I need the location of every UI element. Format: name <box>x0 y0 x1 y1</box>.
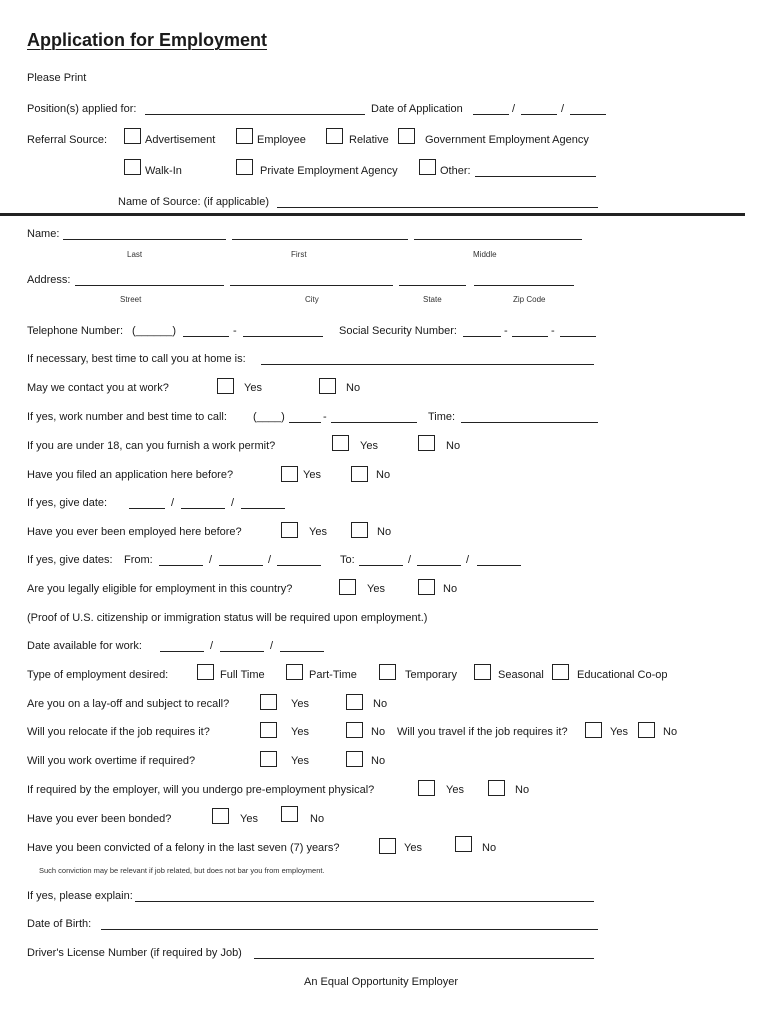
no-label: No <box>376 469 391 481</box>
option-label: Walk-In <box>145 165 182 177</box>
checkbox-employed-yes[interactable] <box>281 522 298 538</box>
first-name-field[interactable] <box>232 239 408 240</box>
checkbox-bonded-yes[interactable] <box>212 808 229 824</box>
slash: / <box>210 640 214 652</box>
checkbox-travel-no[interactable] <box>638 722 655 738</box>
street-caption: Street <box>120 295 142 304</box>
city-caption: City <box>305 295 319 304</box>
phone-prefix-field[interactable] <box>183 336 229 337</box>
no-label: No <box>663 726 678 738</box>
first-caption: First <box>291 250 307 259</box>
checkbox-other[interactable] <box>419 159 436 175</box>
checkbox-travel-yes[interactable] <box>585 722 602 738</box>
yes-label: Yes <box>360 440 378 452</box>
dob-label: Date of Birth: <box>27 918 92 930</box>
checkbox-contact-yes[interactable] <box>217 378 234 394</box>
please-print-note: Please Print <box>27 72 87 84</box>
checkbox-relocate-yes[interactable] <box>260 722 277 738</box>
license-label: Driver's License Number (if required by Job) <box>27 947 242 959</box>
state-field[interactable] <box>399 285 466 286</box>
slash: / <box>512 103 516 115</box>
no-label: No <box>515 784 530 796</box>
to-year-field[interactable] <box>477 565 521 566</box>
no-label: No <box>371 755 386 767</box>
app-day-field[interactable] <box>521 114 557 115</box>
best-time-home-label: If necessary, best time to call you at home is: <box>27 353 246 365</box>
checkbox-eligible-yes[interactable] <box>339 579 356 595</box>
to-day-field[interactable] <box>417 565 461 566</box>
checkbox-physical-yes[interactable] <box>418 780 435 796</box>
yes-label: Yes <box>303 469 321 481</box>
checkbox-eligible-no[interactable] <box>418 579 435 595</box>
option-label: Private Employment Agency <box>260 165 398 177</box>
checkbox-part-time[interactable] <box>286 664 303 680</box>
give-date-label: If yes, give date: <box>27 497 108 509</box>
checkbox-employee[interactable] <box>236 128 253 144</box>
checkbox-physical-no[interactable] <box>488 780 505 796</box>
yes-label: Yes <box>309 526 327 538</box>
relocate-label: Will you relocate if the job requires it? <box>27 726 210 738</box>
explain-label: If yes, please explain: <box>27 890 133 902</box>
no-label: No <box>310 813 325 825</box>
employed-before-label: Have you ever been employed here before? <box>27 526 242 538</box>
option-label: Relative <box>349 134 389 146</box>
address-label: Address: <box>27 274 71 286</box>
from-day-field[interactable] <box>219 565 263 566</box>
felony-label: Have you been convicted of a felony in the last seven (7) years? <box>27 842 340 854</box>
yes-label: Yes <box>367 583 385 595</box>
ssn-label: Social Security Number: <box>339 325 457 337</box>
app-month-field[interactable] <box>473 114 509 115</box>
yes-label: Yes <box>291 726 309 738</box>
type-employment-label: Type of employment desired: <box>27 669 169 681</box>
zip-field[interactable] <box>474 285 574 286</box>
state-caption: State <box>423 295 442 304</box>
proof-note: (Proof of U.S. citizenship or immigration status will be required upon employment.) <box>27 612 428 624</box>
option-label: Temporary <box>405 669 457 681</box>
avail-month-field[interactable] <box>160 651 204 652</box>
dash: - <box>233 325 237 337</box>
slash: / <box>231 497 235 509</box>
ssn-part2-field[interactable] <box>512 336 548 337</box>
slash: / <box>270 640 274 652</box>
yes-label: Yes <box>244 382 262 394</box>
slash: / <box>171 497 175 509</box>
source-name-field[interactable] <box>277 207 598 208</box>
filed-month-field[interactable] <box>129 508 165 509</box>
zip-caption: Zip Code <box>513 295 546 304</box>
yes-label: Yes <box>404 842 422 854</box>
filed-year-field[interactable] <box>241 508 285 509</box>
work-area-code-field[interactable]: (____) <box>253 411 285 423</box>
date-of-application-label: Date of Application <box>371 103 463 115</box>
checkbox-layoff-yes[interactable] <box>260 694 277 710</box>
checkbox-bonded-no[interactable] <box>281 806 298 822</box>
no-label: No <box>377 526 392 538</box>
no-label: No <box>482 842 497 854</box>
layoff-label: Are you on a lay-off and subject to recall? <box>27 698 230 710</box>
yes-label: Yes <box>291 698 309 710</box>
to-label: To: <box>340 554 355 566</box>
date-available-label: Date available for work: <box>27 640 142 652</box>
physical-label: If required by the employer, will you undergo pre-employment physical? <box>27 784 375 796</box>
option-label: Employee <box>257 134 306 146</box>
last-name-field[interactable] <box>63 239 226 240</box>
checkbox-felony-yes[interactable] <box>379 838 396 854</box>
filed-day-field[interactable] <box>181 508 225 509</box>
no-label: No <box>373 698 388 710</box>
no-label: No <box>446 440 461 452</box>
best-time-home-field[interactable] <box>261 364 594 365</box>
checkbox-filed-yes[interactable] <box>281 466 298 482</box>
yes-label: Yes <box>240 813 258 825</box>
checkbox-temporary[interactable] <box>379 664 396 680</box>
option-label: Government Employment Agency <box>425 134 589 146</box>
slash: / <box>408 554 412 566</box>
time-label: Time: <box>428 411 456 423</box>
eligible-label: Are you legally eligible for employment in this country? <box>27 583 293 595</box>
phone-line-field[interactable] <box>243 336 323 337</box>
app-year-field[interactable] <box>570 114 606 115</box>
from-label: From: <box>124 554 153 566</box>
no-label: No <box>346 382 361 394</box>
under18-label: If you are under 18, can you furnish a work permit? <box>27 440 276 452</box>
position-field[interactable] <box>145 114 365 115</box>
form-title: Application for Employment <box>27 30 268 50</box>
position-label: Position(s) applied for: <box>27 103 137 115</box>
work-number-label: If yes, work number and best time to call: <box>27 411 227 423</box>
to-month-field[interactable] <box>359 565 403 566</box>
no-label: No <box>371 726 386 738</box>
filed-before-label: Have you filed an application here before? <box>27 469 234 481</box>
slash: / <box>561 103 565 115</box>
checkbox-overtime-yes[interactable] <box>260 751 277 767</box>
section-divider <box>0 213 745 216</box>
slash: / <box>466 554 470 566</box>
slash: / <box>268 554 272 566</box>
option-label: Full Time <box>220 669 265 681</box>
checkbox-educational-coop[interactable] <box>552 664 569 680</box>
option-label: Educational Co-op <box>577 669 668 681</box>
checkbox-contact-no[interactable] <box>319 378 336 394</box>
checkbox-government-agency[interactable] <box>398 128 415 144</box>
option-label: Part-Time <box>309 669 357 681</box>
work-line-field[interactable] <box>331 422 417 423</box>
checkbox-relocate-no[interactable] <box>346 722 363 738</box>
from-month-field[interactable] <box>159 565 203 566</box>
checkbox-permit-no[interactable] <box>418 435 435 451</box>
option-label: Seasonal <box>498 669 544 681</box>
checkbox-seasonal[interactable] <box>474 664 491 680</box>
travel-label: Will you travel if the job requires it? <box>397 726 568 738</box>
checkbox-relative[interactable] <box>326 128 343 144</box>
checkbox-permit-yes[interactable] <box>332 435 349 451</box>
checkbox-private-agency[interactable] <box>236 159 253 175</box>
slash: / <box>209 554 213 566</box>
yes-label: Yes <box>610 726 628 738</box>
middle-caption: Middle <box>473 250 497 259</box>
option-label: Advertisement <box>145 134 216 146</box>
source-name-label: Name of Source: (if applicable) <box>118 196 270 208</box>
dash: - <box>504 325 508 337</box>
footer-note: An Equal Opportunity Employer <box>304 976 459 988</box>
name-label: Name: <box>27 228 60 240</box>
yes-label: Yes <box>291 755 309 767</box>
time-field[interactable] <box>461 422 598 423</box>
overtime-label: Will you work overtime if required? <box>27 755 196 767</box>
city-field[interactable] <box>230 285 393 286</box>
checkbox-employed-no[interactable] <box>351 522 368 538</box>
avail-day-field[interactable] <box>220 651 264 652</box>
yes-label: Yes <box>446 784 464 796</box>
checkbox-felony-no[interactable] <box>455 836 472 852</box>
telephone-label: Telephone Number: <box>27 325 124 337</box>
checkbox-walk-in[interactable] <box>124 159 141 175</box>
middle-name-field[interactable] <box>414 239 582 240</box>
work-prefix-field[interactable] <box>289 422 321 423</box>
street-field[interactable] <box>75 285 224 286</box>
other-field[interactable] <box>475 176 596 177</box>
avail-year-field[interactable] <box>280 651 324 652</box>
checkbox-overtime-no[interactable] <box>346 751 363 767</box>
checkbox-filed-no[interactable] <box>351 466 368 482</box>
referral-label: Referral Source: <box>27 134 108 146</box>
ssn-part3-field[interactable] <box>560 336 596 337</box>
checkbox-layoff-no[interactable] <box>346 694 363 710</box>
ssn-part1-field[interactable] <box>463 336 501 337</box>
no-label: No <box>443 583 458 595</box>
explain-field[interactable] <box>135 901 594 902</box>
contact-work-label: May we contact you at work? <box>27 382 169 394</box>
license-field[interactable] <box>254 958 594 959</box>
dash: - <box>551 325 555 337</box>
option-label: Other: <box>440 165 471 177</box>
from-year-field[interactable] <box>277 565 321 566</box>
dash: - <box>323 411 327 423</box>
dob-field[interactable] <box>101 929 598 930</box>
give-dates-label: If yes, give dates: <box>27 554 113 566</box>
bonded-label: Have you ever been bonded? <box>27 813 172 825</box>
last-caption: Last <box>127 250 143 259</box>
area-code-field[interactable]: (______) <box>132 325 177 337</box>
checkbox-advertisement[interactable] <box>124 128 141 144</box>
checkbox-full-time[interactable] <box>197 664 214 680</box>
felony-note: Such conviction may be relevant if job related, but does not bar you from employment. <box>39 866 325 875</box>
